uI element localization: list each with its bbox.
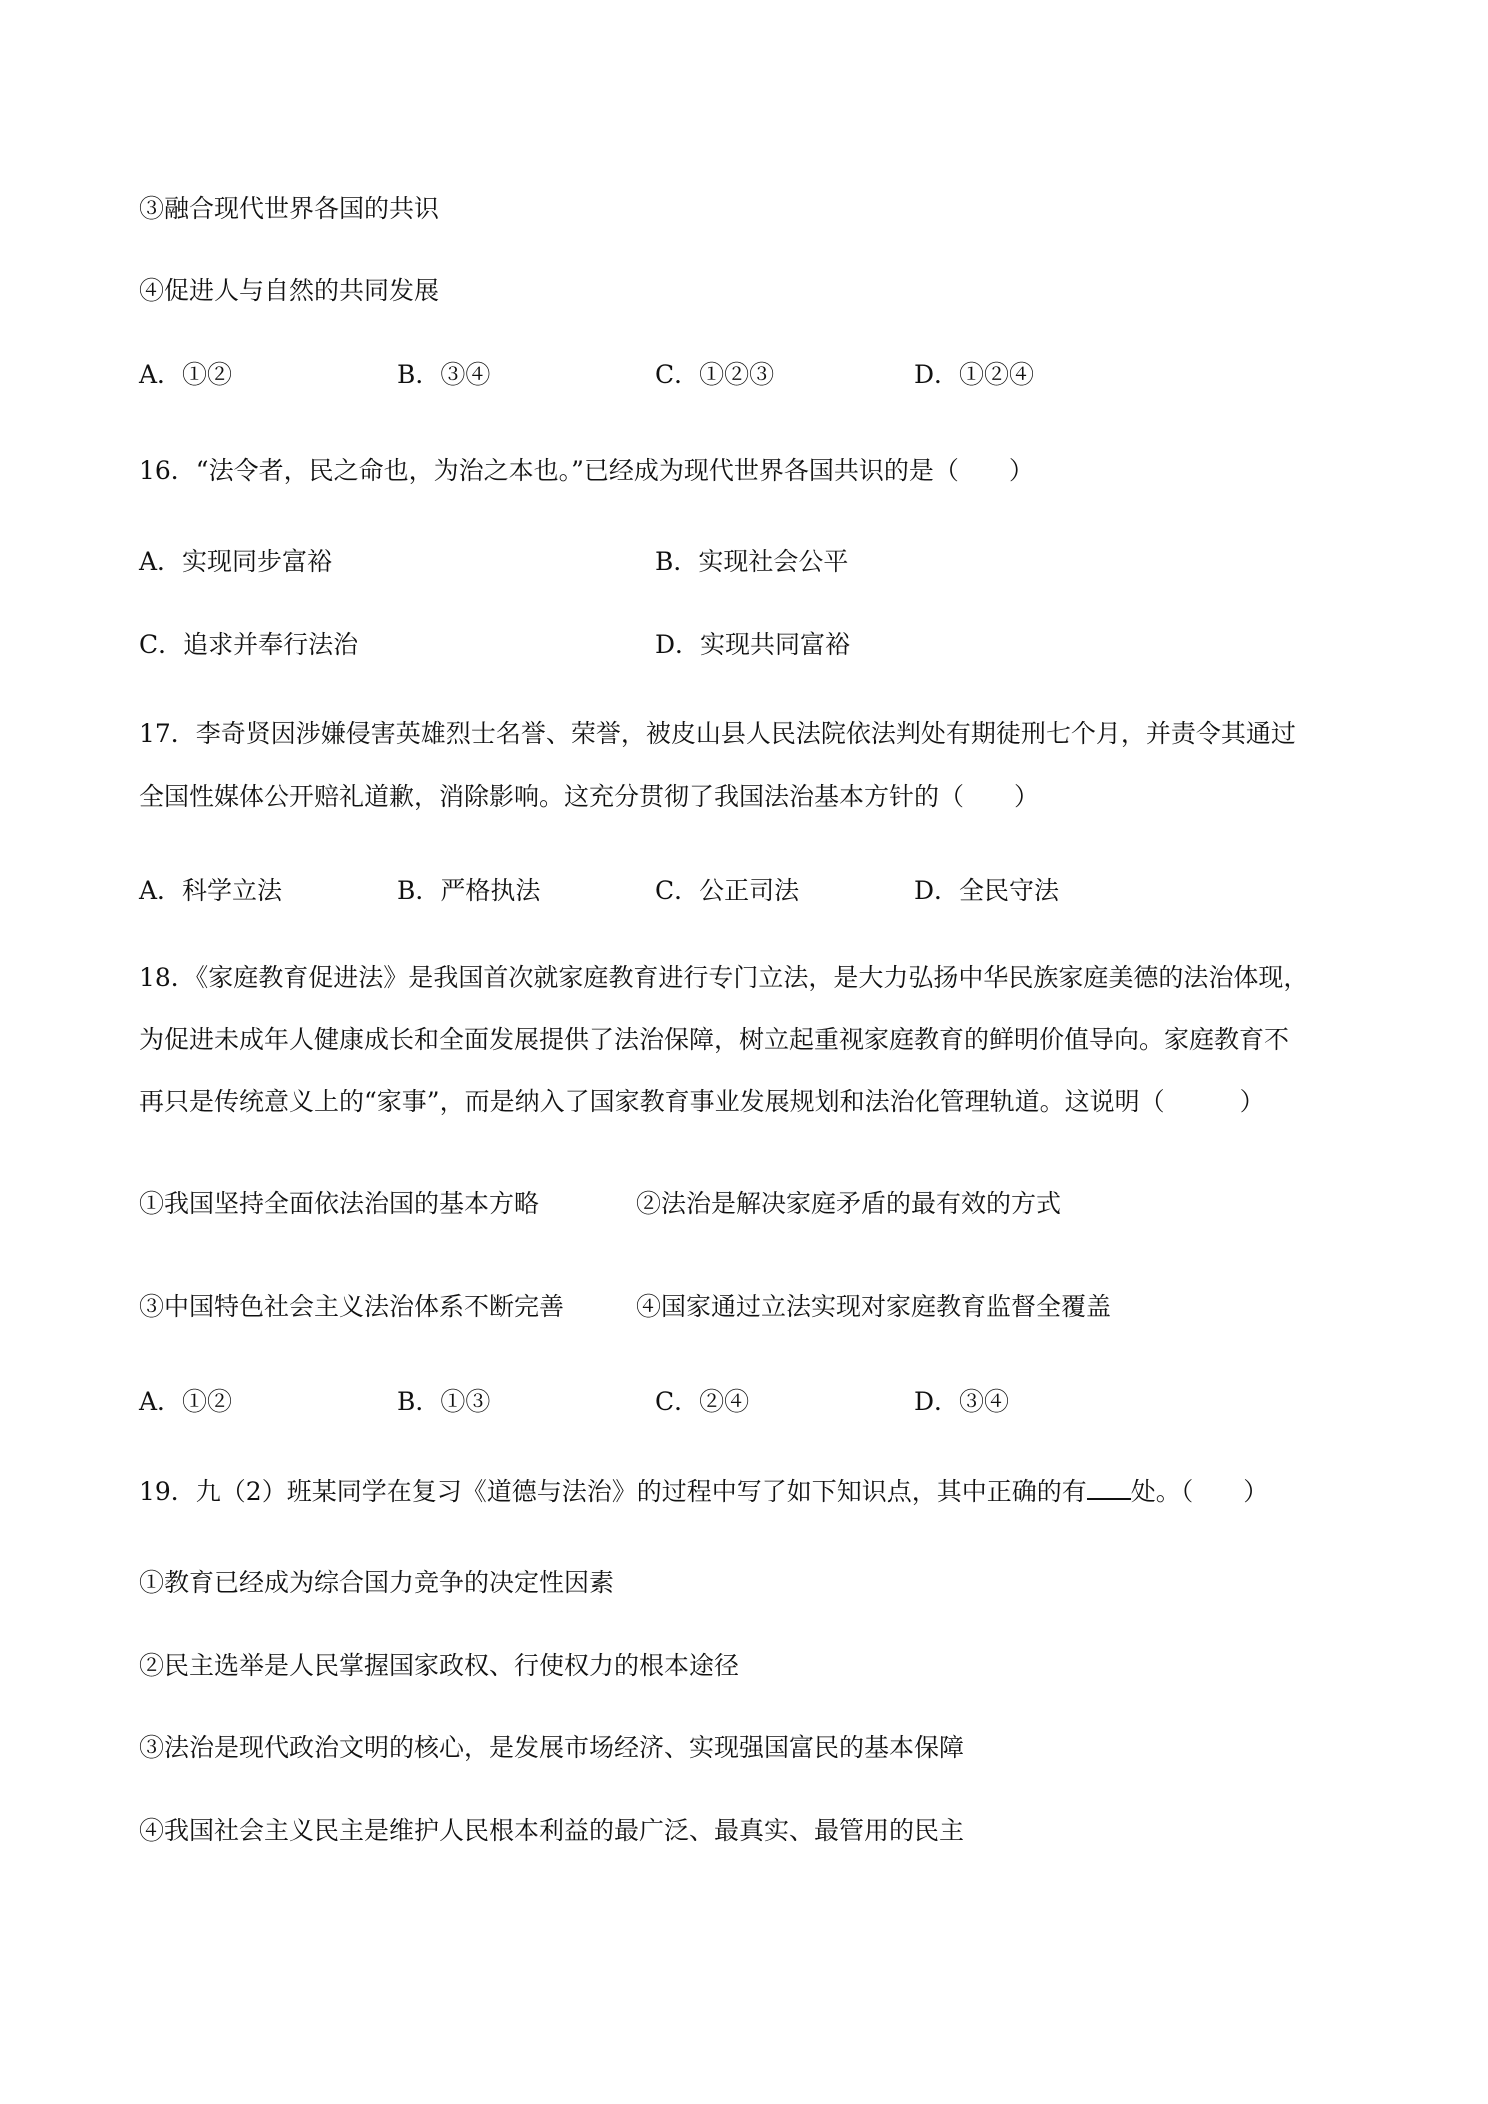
q18-item-2: ②法治是解决家庭矛盾的最有效的方式: [636, 1189, 1062, 1218]
q18-item-1: ①我国坚持全面依法治国的基本方略: [139, 1189, 540, 1218]
q18-option-b: B．①③: [397, 1387, 491, 1416]
q19-item-4: ④我国社会主义民主是维护人民根本利益的最广泛、最真实、最管用的民主: [139, 1816, 965, 1845]
q18-item-3: ③中国特色社会主义法治体系不断完善: [139, 1292, 565, 1321]
q17-option-a: A．科学立法: [139, 876, 283, 905]
q18-stem-line-1: 18．《家庭教育促进法》是我国首次就家庭教育进行专门立法，是大力弘扬中华民族家庭美德的法治体现，: [139, 963, 1309, 992]
q16-option-a: A．实现同步富裕: [139, 547, 333, 576]
q17-stem-line-2: 全国性媒体公开赔礼道歉，消除影响。这充分贯彻了我国法治基本方针的（ ）: [139, 782, 1040, 811]
q19-item-2: ②民主选举是人民掌握国家政权、行使权力的根本途径: [139, 1651, 740, 1680]
q18-stem-line-2: 为促进未成年人健康成长和全面发展提供了法治保障，树立起重视家庭教育的鲜明价值导向。家庭教育不: [139, 1025, 1290, 1054]
q18-option-a: A．①②: [139, 1387, 233, 1416]
answer-blank: [1087, 1476, 1131, 1500]
q16-stem: 16．“法令者，民之命也，为治之本也。”已经成为现代世界各国共识的是（ ）: [139, 456, 1034, 485]
q15-option-c: C．①②③: [655, 360, 775, 389]
q19-item-1: ①教育已经成为综合国力竞争的决定性因素: [139, 1568, 615, 1597]
q15-item-4: ④促进人与自然的共同发展: [139, 276, 440, 305]
q16-option-c: C．追求并奉行法治: [139, 630, 359, 659]
q17-option-b: B．严格执法: [397, 876, 541, 905]
q15-option-d: D．①②④: [914, 360, 1035, 389]
q19-stem-tail: 处。（ ）: [1130, 1477, 1269, 1506]
q18-option-d: D．③④: [914, 1387, 1010, 1416]
q15-option-b: B．③④: [397, 360, 491, 389]
q18-stem-line-3: 再只是传统意义上的“家事”，而是纳入了国家教育事业发展规划和法治化管理轨道。这说明（ ）: [139, 1087, 1265, 1116]
q15-item-3: ③融合现代世界各国的共识: [139, 194, 440, 223]
q18-option-c: C．②④: [655, 1387, 750, 1416]
q17-option-c: C．公正司法: [655, 876, 800, 905]
q16-option-b: B．实现社会公平: [655, 547, 849, 576]
q17-option-d: D．全民守法: [914, 876, 1060, 905]
q15-option-a: A．①②: [139, 360, 233, 389]
q19-stem-text: 19．九（2）班某同学在复习《道德与法治》的过程中写了如下知识点，其中正确的有: [139, 1477, 1087, 1506]
q17-stem-line-1: 17．李奇贤因涉嫌侵害英雄烈士名誉、荣誉，被皮山县人民法院依法判处有期徒刑七个月，并责令其通过: [139, 719, 1296, 748]
q16-option-d: D．实现共同富裕: [655, 630, 851, 659]
q19-stem: [139, 1475, 1268, 1509]
q19-item-3: ③法治是现代政治文明的核心，是发展市场经济、实现强国富民的基本保障: [139, 1733, 965, 1762]
q18-item-4: ④国家通过立法实现对家庭教育监督全覆盖: [636, 1292, 1112, 1321]
